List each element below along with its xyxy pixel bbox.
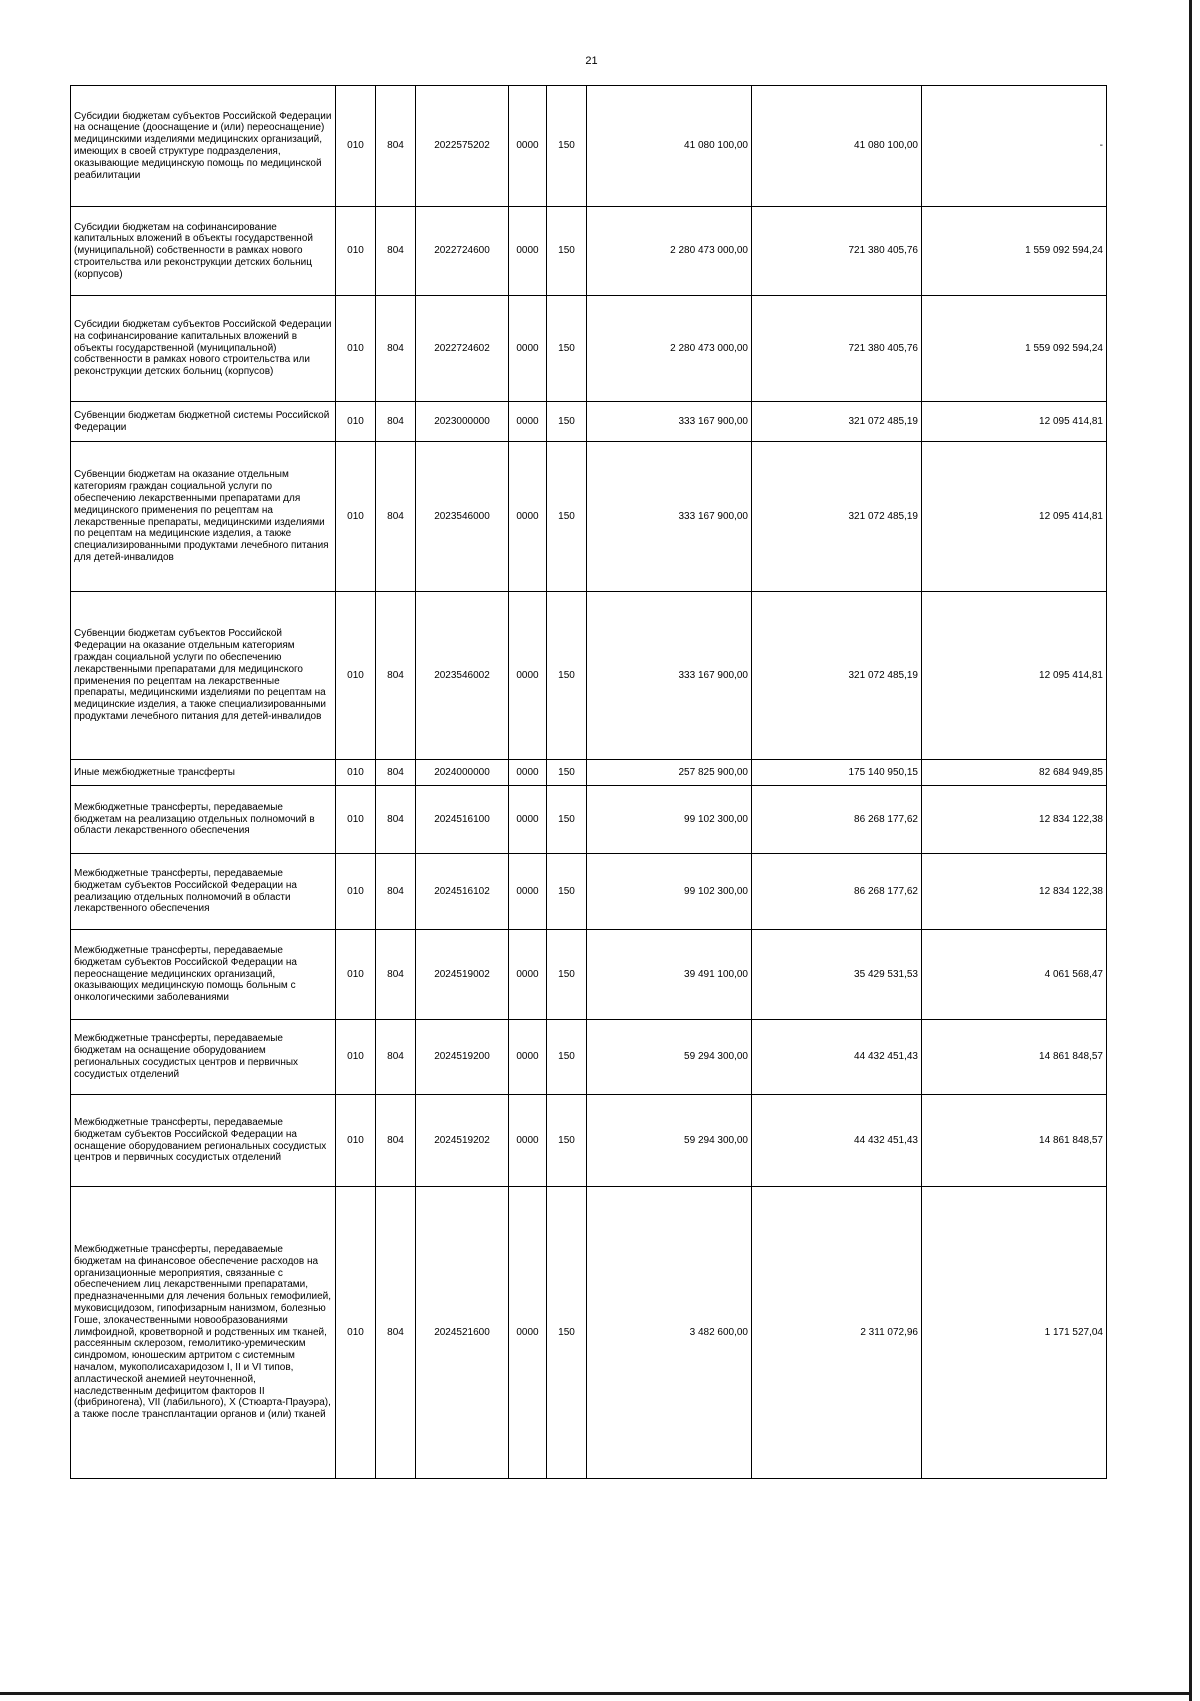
kind-code: 150 — [547, 1095, 587, 1187]
remaining-amount: 82 684 949,85 — [922, 760, 1107, 786]
row-name: Межбюджетные трансферты, передаваемые бюджетам субъектов Российской Федерации на оснащение оборудованием региональных сосудистых центров и первичных сосудистых отделений — [71, 1095, 336, 1187]
target-code: 2024519200 — [416, 1020, 509, 1095]
kind-code: 150 — [547, 1020, 587, 1095]
target-code: 2022575202 — [416, 86, 509, 207]
remaining-amount: 4 061 568,47 — [922, 930, 1107, 1020]
row-name: Межбюджетные трансферты, передаваемые бюджетам на финансовое обеспечение расходов на организационные мероприятия, связанные с обеспечением лиц лекарственными препаратами, предназначенными для лечения больных гемофилией, муковисцидозом, гипофизарным нанизмом, болезнью Гоше, злокачественными новообразованиями лимфоидной, кроветворной и родственных им тканей, рассеянным склерозом, гемолитико-уремическим синдромом, юношеским артритом с системным началом, мукополисахаридозом I, II и VI типов, апластической анемией неуточненной, наследственным дефицитом факторов II (фибриногена), VII (лабильного), X (Стюарта-Прауэра), а также после трансплантации органов и (или) тканей — [71, 1187, 336, 1479]
program-code: 0000 — [509, 296, 547, 402]
admin-code: 010 — [336, 760, 376, 786]
kind-code: 150 — [547, 86, 587, 207]
program-code: 0000 — [509, 402, 547, 442]
executed-amount: 44 432 451,43 — [752, 1020, 922, 1095]
kind-code: 150 — [547, 296, 587, 402]
section-code: 804 — [376, 786, 416, 854]
approved-amount: 333 167 900,00 — [587, 592, 752, 760]
admin-code: 010 — [336, 296, 376, 402]
admin-code: 010 — [336, 442, 376, 592]
approved-amount: 333 167 900,00 — [587, 402, 752, 442]
section-code: 804 — [376, 930, 416, 1020]
target-code: 2024000000 — [416, 760, 509, 786]
admin-code: 010 — [336, 1095, 376, 1187]
kind-code: 150 — [547, 854, 587, 930]
remaining-amount: 12 095 414,81 — [922, 442, 1107, 592]
approved-amount: 2 280 473 000,00 — [587, 296, 752, 402]
executed-amount: 175 140 950,15 — [752, 760, 922, 786]
target-code: 2024519202 — [416, 1095, 509, 1187]
admin-code: 010 — [336, 402, 376, 442]
section-code: 804 — [376, 1095, 416, 1187]
executed-amount: 321 072 485,19 — [752, 402, 922, 442]
section-code: 804 — [376, 760, 416, 786]
section-code: 804 — [376, 442, 416, 592]
approved-amount: 39 491 100,00 — [587, 930, 752, 1020]
table-row — [71, 930, 1107, 1020]
row-name: Межбюджетные трансферты, передаваемые бюджетам субъектов Российской Федерации на реализацию отдельных полномочий в области лекарственного обеспечения — [71, 854, 336, 930]
table-row — [71, 592, 1107, 760]
executed-amount: 86 268 177,62 — [752, 786, 922, 854]
approved-amount: 59 294 300,00 — [587, 1095, 752, 1187]
remaining-amount: 12 095 414,81 — [922, 402, 1107, 442]
remaining-amount: 14 861 848,57 — [922, 1020, 1107, 1095]
section-code: 804 — [376, 1020, 416, 1095]
executed-amount: 721 380 405,76 — [752, 296, 922, 402]
section-code: 804 — [376, 854, 416, 930]
executed-amount: 44 432 451,43 — [752, 1095, 922, 1187]
remaining-amount: 12 834 122,38 — [922, 854, 1107, 930]
executed-amount: 321 072 485,19 — [752, 592, 922, 760]
table-row — [71, 1020, 1107, 1095]
executed-amount: 321 072 485,19 — [752, 442, 922, 592]
table-row — [71, 296, 1107, 402]
target-code: 2023546000 — [416, 442, 509, 592]
admin-code: 010 — [336, 786, 376, 854]
target-code: 2024519002 — [416, 930, 509, 1020]
approved-amount: 257 825 900,00 — [587, 760, 752, 786]
target-code: 2024521600 — [416, 1187, 509, 1479]
target-code: 2023000000 — [416, 402, 509, 442]
row-name: Субвенции бюджетам бюджетной системы Российской Федерации — [71, 402, 336, 442]
row-name: Межбюджетные трансферты, передаваемые бюджетам на реализацию отдельных полномочий в области лекарственного обеспечения — [71, 786, 336, 854]
program-code: 0000 — [509, 86, 547, 207]
program-code: 0000 — [509, 854, 547, 930]
admin-code: 010 — [336, 1020, 376, 1095]
remaining-amount: 12 095 414,81 — [922, 592, 1107, 760]
section-code: 804 — [376, 86, 416, 207]
row-name: Субвенции бюджетам субъектов Российской Федерации на оказание отдельным категориям граждан социальной услуги по обеспечению лекарственными препаратами для медицинского применения по рецептам на лекарственные препараты, медицинскими изделиями по рецептам на медицинские изделия, а также специализированными продуктами лечебного питания для детей-инвалидов — [71, 592, 336, 760]
table-row — [71, 854, 1107, 930]
kind-code: 150 — [547, 1187, 587, 1479]
section-code: 804 — [376, 296, 416, 402]
row-name: Субвенции бюджетам на оказание отдельным категориям граждан социальной услуги по обеспечению лекарственными препаратами для медицинского применения по рецептам на лекарственные препараты, медицинскими изделиями по рецептам на медицинские изделия, а также специализированными продуктами лечебного питания для детей-инвалидов — [71, 442, 336, 592]
remaining-amount: 1 171 527,04 — [922, 1187, 1107, 1479]
target-code: 2023546002 — [416, 592, 509, 760]
kind-code: 150 — [547, 207, 587, 296]
approved-amount: 333 167 900,00 — [587, 442, 752, 592]
target-code: 2022724602 — [416, 296, 509, 402]
target-code: 2024516102 — [416, 854, 509, 930]
table-row — [71, 402, 1107, 442]
table-row — [71, 442, 1107, 592]
remaining-amount: - — [922, 86, 1107, 207]
kind-code: 150 — [547, 930, 587, 1020]
table-row — [71, 1187, 1107, 1479]
section-code: 804 — [376, 207, 416, 296]
kind-code: 150 — [547, 402, 587, 442]
table-row — [71, 207, 1107, 296]
approved-amount: 3 482 600,00 — [587, 1187, 752, 1479]
budget-table — [70, 85, 1107, 1479]
remaining-amount: 12 834 122,38 — [922, 786, 1107, 854]
approved-amount: 99 102 300,00 — [587, 786, 752, 854]
table-row — [71, 786, 1107, 854]
approved-amount: 41 080 100,00 — [587, 86, 752, 207]
row-name: Межбюджетные трансферты, передаваемые бюджетам субъектов Российской Федерации на переоснащение медицинских организаций, оказывающих медицинскую помощь больным с онкологическими заболеваниями — [71, 930, 336, 1020]
row-name: Субсидии бюджетам субъектов Российской Федерации на оснащение (дооснащение и (или) переоснащение) медицинскими изделиями медицинских организаций, имеющих в своей структуре подразделения, оказывающие медицинскую помощь по медицинской реабилитации — [71, 86, 336, 207]
kind-code: 150 — [547, 786, 587, 854]
kind-code: 150 — [547, 442, 587, 592]
section-code: 804 — [376, 592, 416, 760]
page-edge-bottom — [0, 1692, 1192, 1695]
admin-code: 010 — [336, 86, 376, 207]
program-code: 0000 — [509, 930, 547, 1020]
page-number: 21 — [585, 55, 598, 67]
remaining-amount: 14 861 848,57 — [922, 1095, 1107, 1187]
program-code: 0000 — [509, 760, 547, 786]
row-name: Субсидии бюджетам на софинансирование капитальных вложений в объекты государственной (муниципальной) собственности в рамках нового строительства или реконструкции детских больниц (корпусов) — [71, 207, 336, 296]
table-row — [71, 1095, 1107, 1187]
remaining-amount: 1 559 092 594,24 — [922, 207, 1107, 296]
kind-code: 150 — [547, 760, 587, 786]
approved-amount: 59 294 300,00 — [587, 1020, 752, 1095]
executed-amount: 35 429 531,53 — [752, 930, 922, 1020]
admin-code: 010 — [336, 207, 376, 296]
row-name: Иные межбюджетные трансферты — [71, 760, 336, 786]
target-code: 2024516100 — [416, 786, 509, 854]
program-code: 0000 — [509, 592, 547, 760]
section-code: 804 — [376, 402, 416, 442]
program-code: 0000 — [509, 1187, 547, 1479]
target-code: 2022724600 — [416, 207, 509, 296]
program-code: 0000 — [509, 1020, 547, 1095]
admin-code: 010 — [336, 930, 376, 1020]
page-edge-right — [1189, 0, 1192, 1701]
section-code: 804 — [376, 1187, 416, 1479]
admin-code: 010 — [336, 1187, 376, 1479]
executed-amount: 721 380 405,76 — [752, 207, 922, 296]
remaining-amount: 1 559 092 594,24 — [922, 296, 1107, 402]
table-row — [71, 760, 1107, 786]
row-name: Субсидии бюджетам субъектов Российской Федерации на софинансирование капитальных вложений в объекты государственной (муниципальной) собственности в рамках нового строительства или реконструкции детских больниц (корпусов) — [71, 296, 336, 402]
table-row — [71, 86, 1107, 207]
program-code: 0000 — [509, 207, 547, 296]
program-code: 0000 — [509, 786, 547, 854]
approved-amount: 99 102 300,00 — [587, 854, 752, 930]
kind-code: 150 — [547, 592, 587, 760]
program-code: 0000 — [509, 1095, 547, 1187]
executed-amount: 2 311 072,96 — [752, 1187, 922, 1479]
program-code: 0000 — [509, 442, 547, 592]
executed-amount: 41 080 100,00 — [752, 86, 922, 207]
admin-code: 010 — [336, 592, 376, 760]
admin-code: 010 — [336, 854, 376, 930]
approved-amount: 2 280 473 000,00 — [587, 207, 752, 296]
row-name: Межбюджетные трансферты, передаваемые бюджетам на оснащение оборудованием региональных сосудистых центров и первичных сосудистых отделений — [71, 1020, 336, 1095]
executed-amount: 86 268 177,62 — [752, 854, 922, 930]
table-body — [71, 86, 1107, 1479]
